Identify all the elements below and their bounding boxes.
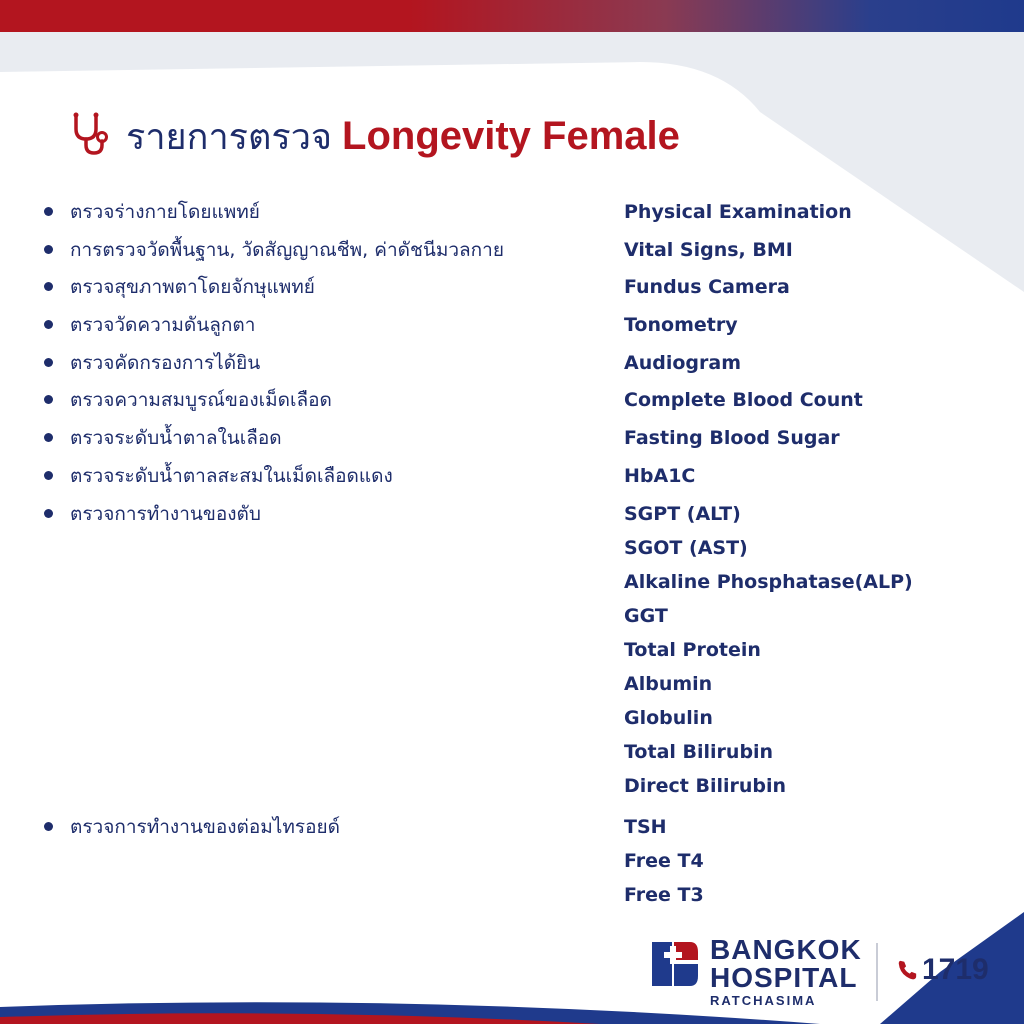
item-english-label: Direct Bilirubin	[624, 775, 787, 797]
bangkok-hospital-logo	[650, 938, 700, 990]
list-item-subline	[0, 669, 1024, 703]
top-color-stripe	[0, 0, 1024, 32]
item-thai-label: การตรวจวัดพื้นฐาน, วัดสัญญาณชีพ, ค่าดัชนีมวลกาย	[70, 239, 504, 261]
item-english-label: Physical Examination	[624, 201, 852, 223]
item-english-label: Total Protein	[624, 639, 761, 661]
bullet-icon	[44, 245, 53, 254]
list-item-subline	[0, 533, 1024, 567]
list-item-subline	[0, 880, 1024, 914]
brand-name-line1: BANGKOK	[710, 934, 862, 965]
item-thai-label: ตรวจร่างกายโดยแพทย์	[70, 201, 260, 223]
title-english: Longevity Female	[342, 113, 680, 158]
item-thai-label: ตรวจวัดความดันลูกตา	[70, 314, 256, 336]
divider	[876, 943, 878, 1001]
list-item	[0, 499, 1024, 533]
item-english-label: Vital Signs, BMI	[624, 239, 793, 261]
bullet-icon	[44, 509, 53, 518]
item-english-label: SGPT (ALT)	[624, 503, 741, 525]
list-item-subline	[0, 846, 1024, 880]
bullet-icon	[44, 433, 53, 442]
item-english-label: Free T3	[624, 884, 704, 906]
list-item-subline	[0, 601, 1024, 635]
bullet-icon	[44, 358, 53, 367]
item-thai-label: ตรวจระดับน้ำตาลสะสมในเม็ดเลือดแดง	[70, 465, 393, 487]
list-item	[0, 385, 1024, 419]
item-english-label: HbA1C	[624, 465, 696, 487]
item-english-label: Albumin	[624, 673, 713, 695]
list-item	[0, 461, 1024, 495]
bullet-icon	[44, 395, 53, 404]
brand-location: RATCHASIMA	[710, 993, 817, 1008]
bullet-icon	[44, 207, 53, 216]
item-english-label: SGOT (AST)	[624, 537, 748, 559]
list-item	[0, 272, 1024, 306]
phone-icon	[896, 959, 918, 981]
bullet-icon	[44, 320, 53, 329]
list-item-subline	[0, 635, 1024, 669]
item-english-label: Total Bilirubin	[624, 741, 774, 763]
item-thai-label: ตรวจการทำงานของต่อมไทรอยด์	[70, 816, 340, 838]
item-english-label: GGT	[624, 605, 668, 627]
stethoscope-icon	[70, 111, 112, 162]
bullet-icon	[44, 282, 53, 291]
list-item	[0, 348, 1024, 382]
list-item-subline	[0, 771, 1024, 805]
item-thai-label: ตรวจสุขภาพตาโดยจักษุแพทย์	[70, 276, 315, 298]
item-thai-label: ตรวจความสมบูรณ์ของเม็ดเลือด	[70, 389, 332, 411]
item-english-label: Globulin	[624, 707, 713, 729]
item-english-label: Fasting Blood Sugar	[624, 427, 840, 449]
item-english-label: Audiogram	[624, 352, 741, 374]
phone-number[interactable]: 1719	[922, 953, 989, 986]
list-item	[0, 235, 1024, 269]
list-item-subline	[0, 703, 1024, 737]
item-english-label: Fundus Camera	[624, 276, 790, 298]
page-title	[70, 104, 680, 168]
bullet-icon	[44, 822, 53, 831]
item-english-label: TSH	[624, 816, 667, 838]
list-item	[0, 423, 1024, 457]
list-item-subline	[0, 567, 1024, 601]
bullet-icon	[44, 471, 53, 480]
list-item	[0, 812, 1024, 846]
item-english-label: Tonometry	[624, 314, 738, 336]
item-english-label: Complete Blood Count	[624, 389, 863, 411]
item-thai-label: ตรวจระดับน้ำตาลในเลือด	[70, 427, 282, 449]
item-english-label: Alkaline Phosphatase(ALP)	[624, 571, 913, 593]
brand-name-line2: HOSPITAL	[710, 962, 858, 993]
title-thai: รายการตรวจ	[126, 116, 333, 158]
footer-brand	[650, 935, 1010, 1015]
item-english-label: Free T4	[624, 850, 704, 872]
item-thai-label: ตรวจคัดกรองการได้ยิน	[70, 352, 261, 374]
list-item-subline	[0, 737, 1024, 771]
list-item	[0, 197, 1024, 231]
list-item	[0, 310, 1024, 344]
item-thai-label: ตรวจการทำงานของตับ	[70, 503, 261, 525]
